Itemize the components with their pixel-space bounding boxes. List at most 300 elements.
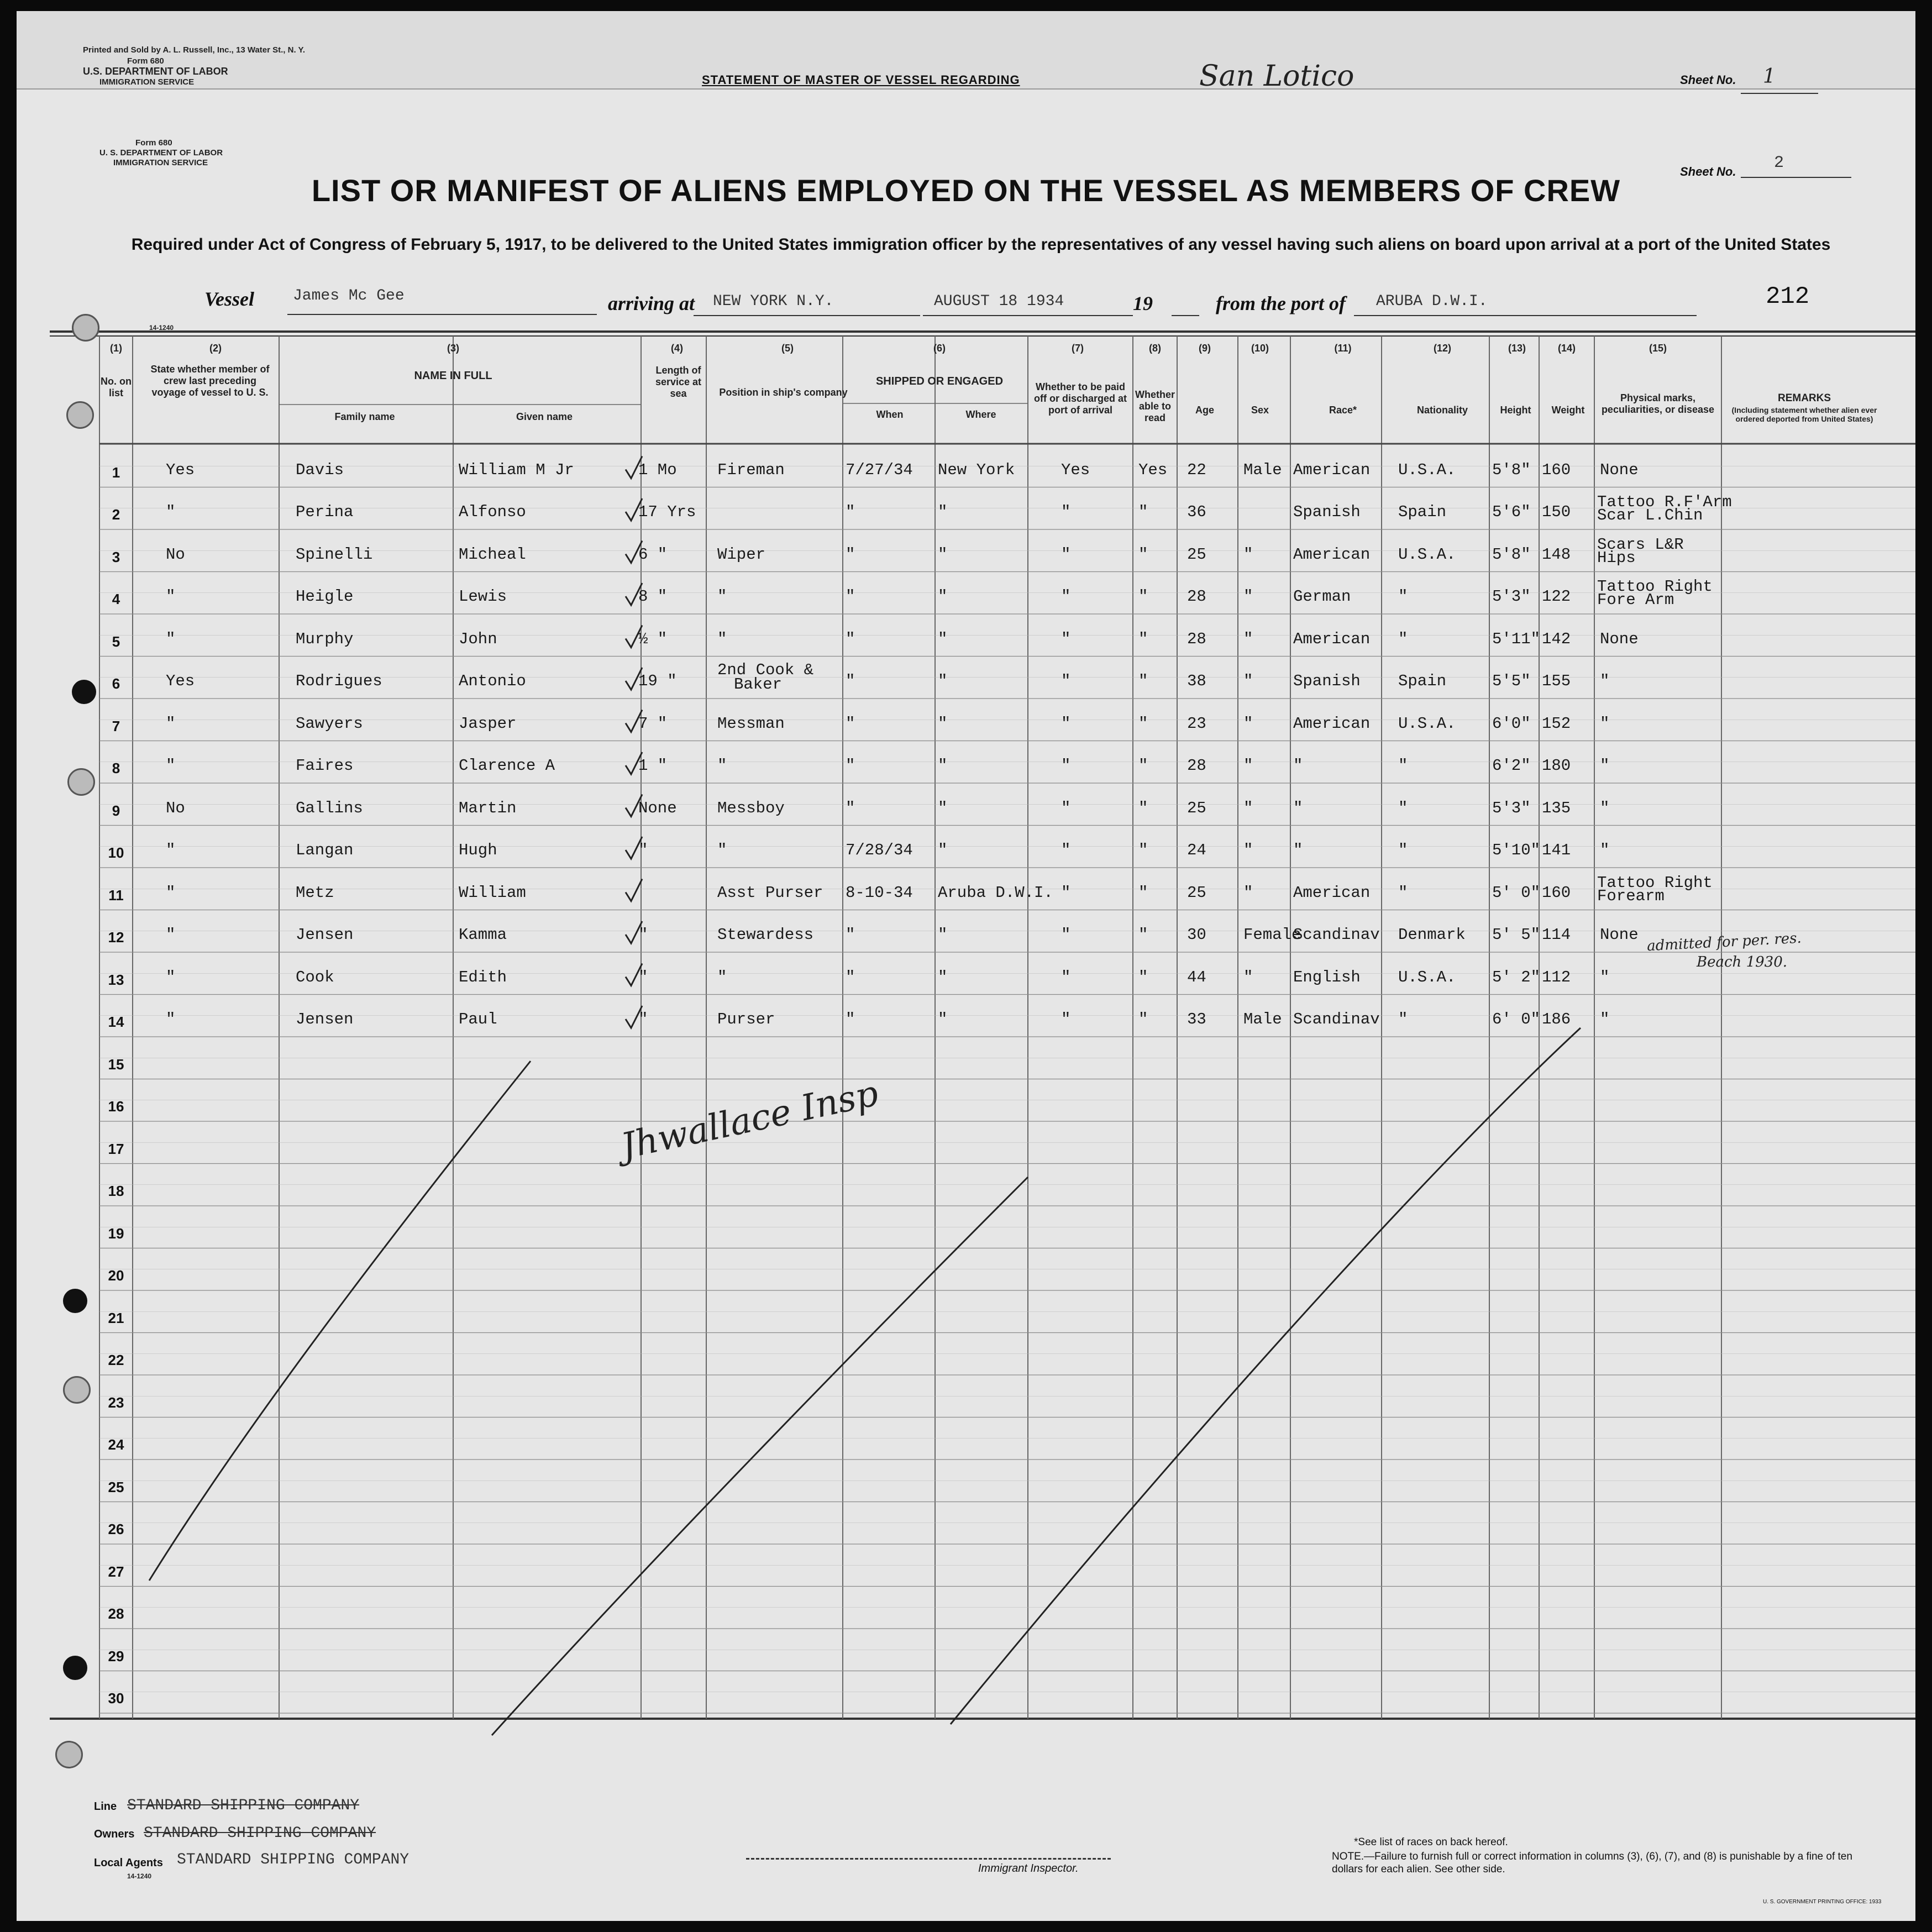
crew-physical-marks-line2: Hips xyxy=(1597,548,1636,567)
crew-paid-off: " xyxy=(1061,629,1071,648)
crew-height: 5'10" xyxy=(1492,841,1541,859)
crew-race: Spanish xyxy=(1293,503,1361,521)
crew-prior-voyage: No xyxy=(166,799,185,817)
crew-age: 25 xyxy=(1187,545,1206,564)
crew-height: 5'5" xyxy=(1492,672,1531,690)
crew-height: 5'8" xyxy=(1492,460,1531,479)
crew-shipped-when: " xyxy=(846,714,855,733)
col6-where-header: Where xyxy=(965,409,996,420)
crew-position: Stewardess xyxy=(717,926,814,944)
crew-race: American xyxy=(1293,545,1371,564)
crew-height: 5'3" xyxy=(1492,587,1531,606)
crew-race: " xyxy=(1293,799,1303,817)
col5-number: (5) xyxy=(781,343,794,354)
row-number: 19 xyxy=(108,1225,124,1242)
crew-age: 30 xyxy=(1187,926,1206,944)
crew-prior-voyage: " xyxy=(166,629,176,648)
crew-service-length: 1 Mo xyxy=(638,460,677,479)
crew-paid-off: " xyxy=(1061,799,1071,817)
crew-service-length: 19 " xyxy=(638,672,677,690)
binder-hole xyxy=(72,314,99,342)
crew-physical-marks: " xyxy=(1600,1010,1610,1028)
crew-height: 5' 0" xyxy=(1492,883,1541,902)
crew-weight: 135 xyxy=(1542,799,1571,817)
crew-family-name: Gallins xyxy=(296,799,363,817)
crew-given-name: Antonio xyxy=(459,672,526,690)
crew-race: " xyxy=(1293,757,1303,775)
crew-given-name: Hugh xyxy=(459,841,497,859)
crew-shipped-where: " xyxy=(938,545,948,564)
crew-height: 5'3" xyxy=(1492,799,1531,817)
race-note: *See list of races on back hereof. xyxy=(1354,1836,1508,1848)
crew-shipped-where: " xyxy=(938,1010,948,1028)
crew-race: Spanish xyxy=(1293,672,1361,690)
crew-service-length: " xyxy=(638,1010,648,1028)
crew-family-name: Spinelli xyxy=(296,545,373,564)
row-number: 20 xyxy=(108,1267,124,1284)
crew-paid-off: " xyxy=(1061,883,1071,902)
crew-family-name: Murphy xyxy=(296,629,354,648)
crew-able-to-read: " xyxy=(1138,587,1148,606)
crew-family-name: Metz xyxy=(296,883,334,902)
crew-given-name: William xyxy=(459,883,526,902)
crew-shipped-where: " xyxy=(938,926,948,944)
year-label: 19 xyxy=(1133,292,1153,314)
crew-family-name: Rodrigues xyxy=(296,672,382,690)
row-number: 14 xyxy=(108,1014,124,1030)
crew-position: Wiper xyxy=(717,545,766,564)
row-number: 29 xyxy=(108,1647,124,1665)
crew-able-to-read: " xyxy=(1138,629,1148,648)
crew-family-name: Langan xyxy=(296,841,354,859)
binder-hole xyxy=(63,1289,87,1313)
binder-hole xyxy=(72,680,96,704)
crew-service-length: 17 Yrs xyxy=(638,503,696,521)
crew-nationality: " xyxy=(1398,1010,1408,1028)
crew-shipped-where: " xyxy=(938,629,948,648)
form-subtitle: Required under Act of Congress of February 5, 1917, to be delivered to the United States immigration officer by the representatives of any vessel having such aliens on board upon arrival at a port of the United States xyxy=(131,235,1831,254)
row-number: 27 xyxy=(108,1563,124,1580)
crew-nationality: U.S.A. xyxy=(1398,460,1456,479)
crew-prior-voyage: Yes xyxy=(166,460,195,479)
row-number: 3 xyxy=(112,548,120,565)
crew-able-to-read: " xyxy=(1138,757,1148,775)
crew-nationality: Spain xyxy=(1398,672,1447,690)
col11-number: (11) xyxy=(1334,343,1352,354)
crew-weight: 142 xyxy=(1542,629,1571,648)
crew-shipped-when: 8-10-34 xyxy=(846,883,913,902)
crew-shipped-where: " xyxy=(938,757,948,775)
crew-prior-voyage: " xyxy=(166,926,176,944)
crew-able-to-read: " xyxy=(1138,968,1148,986)
crew-weight: 152 xyxy=(1542,714,1571,733)
col4-header: Length of service at sea xyxy=(655,365,702,399)
col9-number: (9) xyxy=(1199,343,1211,354)
printer-line: Printed and Sold by A. L. Russell, Inc., 13 Water St., N. Y. xyxy=(83,45,306,55)
crew-nationality: Spain xyxy=(1398,503,1447,521)
row-number: 8 xyxy=(112,760,120,776)
crew-sex: " xyxy=(1243,799,1253,817)
crew-height: 6' 0" xyxy=(1492,1010,1541,1028)
crew-able-to-read: " xyxy=(1138,1010,1148,1028)
crew-position: Purser xyxy=(717,1010,775,1028)
penalty-note: NOTE.—Failure to furnish full or correct information in columns (3), (6), (7), and (8) is punishable by a fine of ten dollars for each alien. See other side. xyxy=(1332,1851,1852,1875)
inspector-label: Immigrant Inspector. xyxy=(978,1862,1079,1875)
crew-shipped-when: 7/28/34 xyxy=(846,841,913,859)
col4-number: (4) xyxy=(671,343,683,354)
crew-sex: " xyxy=(1243,841,1253,859)
crew-prior-voyage: " xyxy=(166,883,176,902)
crew-able-to-read: " xyxy=(1138,926,1148,944)
row-number: 9 xyxy=(112,802,120,819)
crew-shipped-where: " xyxy=(938,841,948,859)
crew-paid-off: " xyxy=(1061,503,1071,521)
crew-weight: 155 xyxy=(1542,672,1571,690)
owners-value: STANDARD SHIPPING COMPANY xyxy=(144,1825,376,1842)
crew-weight: 112 xyxy=(1542,968,1571,986)
crew-prior-voyage: " xyxy=(166,587,176,606)
form-title: LIST OR MANIFEST OF ALIENS EMPLOYED ON THE VESSEL AS MEMBERS OF CREW xyxy=(311,173,1621,208)
crew-weight: 160 xyxy=(1542,883,1571,902)
col14-header: Weight xyxy=(1551,405,1585,416)
row-number: 22 xyxy=(108,1352,124,1368)
printer-office: U. S. GOVERNMENT PRINTING OFFICE: 1933 xyxy=(1763,1899,1882,1905)
crew-physical-marks: None xyxy=(1600,629,1639,648)
crew-sex: Male xyxy=(1243,1010,1282,1028)
manifest-page xyxy=(17,11,1915,1921)
crew-nationality: U.S.A. xyxy=(1398,545,1456,564)
crew-given-name: Lewis xyxy=(459,587,507,606)
crew-family-name: Perina xyxy=(296,503,354,521)
col15-header: Physical marks, peculiarities, or disease xyxy=(1601,392,1715,415)
back-sheet-label: Sheet No. xyxy=(1680,73,1736,87)
row-number: 26 xyxy=(108,1521,124,1537)
col5-header: Position in ship's company xyxy=(719,387,848,398)
crew-family-name: Faires xyxy=(296,757,354,775)
back-sheet-value: 1 xyxy=(1763,65,1776,88)
crew-physical-marks-line2: Fore Arm xyxy=(1597,591,1674,609)
crew-age: 25 xyxy=(1187,883,1206,902)
crew-prior-voyage: " xyxy=(166,841,176,859)
crew-prior-voyage: " xyxy=(166,968,176,986)
crew-given-name: Alfonso xyxy=(459,503,526,521)
row-number: 6 xyxy=(112,675,120,692)
crew-prior-voyage: Yes xyxy=(166,672,195,690)
crew-shipped-when: " xyxy=(846,968,855,986)
crew-shipped-where: " xyxy=(938,587,948,606)
crew-able-to-read: " xyxy=(1138,714,1148,733)
crew-physical-marks: Scars L&R xyxy=(1597,535,1684,554)
crew-race: American xyxy=(1293,629,1371,648)
back-service: IMMIGRATION SERVICE xyxy=(99,77,195,87)
crew-position: 2nd Cook & xyxy=(717,661,814,679)
row-number: 25 xyxy=(108,1478,124,1495)
row-number: 18 xyxy=(108,1183,124,1199)
crew-shipped-when: " xyxy=(846,672,855,690)
col9-header: Age xyxy=(1195,405,1214,416)
back-statement-title: STATEMENT OF MASTER OF VESSEL REGARDING xyxy=(702,73,1020,87)
arrival-date: AUGUST 18 1934 xyxy=(934,293,1064,310)
crew-nationality: " xyxy=(1398,587,1408,606)
crew-shipped-where: " xyxy=(938,714,948,733)
crew-height: 5'8" xyxy=(1492,545,1531,564)
crew-physical-marks: " xyxy=(1600,672,1610,690)
crew-service-length: " xyxy=(638,968,648,986)
crew-physical-marks: None xyxy=(1600,460,1639,479)
crew-paid-off: Yes xyxy=(1061,460,1090,479)
crew-shipped-where: " xyxy=(938,503,948,521)
col15-number: (15) xyxy=(1649,343,1667,354)
crew-paid-off: " xyxy=(1061,1010,1071,1028)
crew-paid-off: " xyxy=(1061,968,1071,986)
col2-header: State whether member of crew last preceding voyage of vessel to U. S. xyxy=(150,364,270,398)
crew-weight: 160 xyxy=(1542,460,1571,479)
crew-shipped-when: " xyxy=(846,629,855,648)
crew-shipped-where: New York xyxy=(938,460,1015,479)
crew-shipped-when: " xyxy=(846,1010,855,1028)
crew-able-to-read: " xyxy=(1138,841,1148,859)
crew-service-length: " xyxy=(638,926,648,944)
crew-given-name: Martin xyxy=(459,799,517,817)
crew-service-length: 8 " xyxy=(638,587,668,606)
crew-given-name: Edith xyxy=(459,968,507,986)
binder-hole xyxy=(67,768,95,796)
crew-height: 6'2" xyxy=(1492,757,1531,775)
crew-prior-voyage: " xyxy=(166,503,176,521)
crew-nationality: " xyxy=(1398,757,1408,775)
crew-age: 22 xyxy=(1187,460,1206,479)
crew-weight: 141 xyxy=(1542,841,1571,859)
back-handwritten-name: San Lotico xyxy=(1199,60,1355,93)
crew-physical-marks: " xyxy=(1600,799,1610,817)
crew-sex: Male xyxy=(1243,460,1282,479)
crew-race: English xyxy=(1293,968,1361,986)
crew-nationality: " xyxy=(1398,629,1408,648)
remark-row-12b: Beach 1930. xyxy=(1697,954,1787,970)
crew-age: 23 xyxy=(1187,714,1206,733)
binder-hole xyxy=(63,1376,91,1404)
crew-nationality: U.S.A. xyxy=(1398,968,1456,986)
crew-prior-voyage: " xyxy=(166,714,176,733)
crew-weight: 114 xyxy=(1542,926,1571,944)
crew-race: American xyxy=(1293,714,1371,733)
crew-shipped-when: " xyxy=(846,503,855,521)
crew-paid-off: " xyxy=(1061,841,1071,859)
form-number: Form 680 xyxy=(135,138,172,148)
row-number: 5 xyxy=(112,633,120,650)
crew-given-name: Paul xyxy=(459,1010,497,1028)
arriving-label: arriving at xyxy=(608,292,695,314)
crew-height: 5'6" xyxy=(1492,503,1531,521)
crew-physical-marks: " xyxy=(1600,714,1610,733)
crew-shipped-when: " xyxy=(846,545,855,564)
crew-position: " xyxy=(717,587,727,606)
crew-race: Scandinav xyxy=(1293,1010,1380,1028)
binder-hole xyxy=(55,1741,83,1768)
line-label: Line xyxy=(94,1800,117,1813)
col3-header: NAME IN FULL xyxy=(414,370,492,382)
row-number: 7 xyxy=(112,717,120,734)
crew-nationality: Denmark xyxy=(1398,926,1466,944)
crew-age: 24 xyxy=(1187,841,1206,859)
crew-sex: " xyxy=(1243,545,1253,564)
crew-shipped-where: " xyxy=(938,672,948,690)
crew-sex: " xyxy=(1243,629,1253,648)
crew-age: 44 xyxy=(1187,968,1206,986)
crew-nationality: " xyxy=(1398,841,1408,859)
row-number: 10 xyxy=(108,844,124,861)
crew-position: " xyxy=(717,629,727,648)
col1-number: (1) xyxy=(110,343,122,354)
form-service: IMMIGRATION SERVICE xyxy=(113,158,208,167)
crew-paid-off: " xyxy=(1061,757,1071,775)
crew-physical-marks: None xyxy=(1600,926,1639,944)
col12-number: (12) xyxy=(1433,343,1451,354)
crew-position: Asst Purser xyxy=(717,883,823,902)
binder-hole xyxy=(63,1656,87,1680)
back-form-no: Form 680 xyxy=(127,56,164,66)
crew-age: 28 xyxy=(1187,757,1206,775)
crew-sex: " xyxy=(1243,968,1253,986)
row-number: 24 xyxy=(108,1436,124,1453)
col11-header: Race* xyxy=(1329,405,1357,416)
crew-sex: Female xyxy=(1243,926,1301,944)
remark-row-12: admitted for per. res. xyxy=(1646,930,1802,955)
crew-paid-off: " xyxy=(1061,545,1071,564)
crew-given-name: Kamma xyxy=(459,926,507,944)
crew-sex: " xyxy=(1243,587,1253,606)
crew-race: American xyxy=(1293,883,1371,902)
crew-physical-marks: Tattoo Right xyxy=(1597,578,1713,596)
col12-header: Nationality xyxy=(1416,405,1468,416)
crew-given-name: Jasper xyxy=(459,714,517,733)
crew-paid-off: " xyxy=(1061,926,1071,944)
crew-sex: " xyxy=(1243,757,1253,775)
row-number: 16 xyxy=(108,1098,124,1115)
col2-number: (2) xyxy=(209,343,222,354)
row-number: 30 xyxy=(108,1690,124,1707)
row-number: 11 xyxy=(108,886,124,904)
sheet-label: Sheet No. xyxy=(1680,165,1736,179)
crew-service-length: 6 " xyxy=(638,545,668,564)
agents-value: STANDARD SHIPPING COMPANY xyxy=(177,1851,410,1868)
crew-age: 33 xyxy=(1187,1010,1206,1028)
row-number: 21 xyxy=(108,1309,124,1326)
crew-height: 6'0" xyxy=(1492,714,1531,733)
crew-paid-off: " xyxy=(1061,714,1071,733)
arriving-port: NEW YORK N.Y. xyxy=(713,293,834,310)
crew-age: 25 xyxy=(1187,799,1206,817)
col3-family-header: Family name xyxy=(334,411,395,422)
col16-header: REMARKS xyxy=(1777,392,1831,404)
crew-physical-marks: " xyxy=(1600,757,1610,775)
col8-header: Whether able to read xyxy=(1135,389,1175,423)
crew-position: " xyxy=(717,968,727,986)
row-number: 23 xyxy=(108,1394,124,1411)
crew-able-to-read: " xyxy=(1138,883,1148,902)
crew-given-name: John xyxy=(459,629,497,648)
vessel-label: Vessel xyxy=(204,288,254,310)
crew-nationality: " xyxy=(1398,799,1408,817)
row-number: 28 xyxy=(108,1605,124,1622)
col16-subheader: (Including statement whether alien ever ordered deported from United States) xyxy=(1731,406,1877,423)
crew-nationality: " xyxy=(1398,883,1408,902)
crew-shipped-when: 7/27/34 xyxy=(846,460,913,479)
crew-position: Messman xyxy=(717,714,785,733)
crew-weight: 180 xyxy=(1542,757,1571,775)
crew-shipped-when: " xyxy=(846,799,855,817)
col8-number: (8) xyxy=(1149,343,1161,354)
crew-race: American xyxy=(1293,460,1371,479)
crew-service-length: None xyxy=(638,799,677,817)
crew-family-name: Jensen xyxy=(296,1010,354,1028)
crew-family-name: Sawyers xyxy=(296,714,363,733)
col3-given-header: Given name xyxy=(516,411,573,422)
crew-height: 5' 5" xyxy=(1492,926,1541,944)
crew-prior-voyage: No xyxy=(166,545,185,564)
col13-number: (13) xyxy=(1508,343,1526,354)
crew-position: " xyxy=(717,841,727,859)
crew-weight: 148 xyxy=(1542,545,1571,564)
vessel-name: James Mc Gee xyxy=(293,287,405,305)
crew-shipped-when: " xyxy=(846,757,855,775)
crew-physical-marks-line2: Scar L.Chin xyxy=(1597,506,1703,524)
crew-given-name: William M Jr xyxy=(459,460,574,479)
crew-given-name: Micheal xyxy=(459,545,526,564)
row-number: 15 xyxy=(108,1056,124,1073)
crew-shipped-where: " xyxy=(938,968,948,986)
form-department: U. S. DEPARTMENT OF LABOR xyxy=(99,148,223,158)
cancellation-strokes xyxy=(17,11,1915,1921)
crew-race: " xyxy=(1293,841,1303,859)
crew-physical-marks: " xyxy=(1600,968,1610,986)
crew-able-to-read: " xyxy=(1138,799,1148,817)
crew-physical-marks: Tattoo R.F'Arm xyxy=(1597,493,1732,511)
crew-service-length: " xyxy=(638,841,648,859)
crew-shipped-where: Aruba D.W.I. xyxy=(938,883,1053,902)
crew-able-to-read: " xyxy=(1138,545,1148,564)
crew-family-name: Jensen xyxy=(296,926,354,944)
crew-weight: 186 xyxy=(1542,1010,1571,1028)
crew-height: 5' 2" xyxy=(1492,968,1541,986)
row-number: 17 xyxy=(108,1140,124,1157)
crew-age: 38 xyxy=(1187,672,1206,690)
crew-age: 28 xyxy=(1187,587,1206,606)
col3-number: (3) xyxy=(447,343,459,354)
crew-family-name: Heigle xyxy=(296,587,354,606)
sheet-value: 2 xyxy=(1774,154,1784,172)
crew-able-to-read: Yes xyxy=(1138,460,1168,479)
crew-position: Messboy xyxy=(717,799,785,817)
row-number: 2 xyxy=(112,506,120,523)
crew-prior-voyage: " xyxy=(166,757,176,775)
crew-service-length: 1 " xyxy=(638,757,668,775)
crew-race: German xyxy=(1293,587,1351,606)
back-department: U.S. DEPARTMENT OF LABOR xyxy=(83,66,228,77)
crew-weight: 150 xyxy=(1542,503,1571,521)
from-port-label: from the port of xyxy=(1216,292,1346,314)
agents-label: Local Agents xyxy=(94,1857,163,1869)
crew-able-to-read: " xyxy=(1138,672,1148,690)
from-port: ARUBA D.W.I. xyxy=(1376,293,1488,310)
row-number: 13 xyxy=(108,971,124,988)
crew-sex: " xyxy=(1243,672,1253,690)
col6-header: SHIPPED OR ENGAGED xyxy=(875,375,1004,387)
inspector-signature: Jhwallace Insp xyxy=(617,1073,882,1168)
col13-header: Height xyxy=(1500,405,1531,416)
col10-number: (10) xyxy=(1251,343,1269,354)
crew-shipped-when: " xyxy=(846,587,855,606)
